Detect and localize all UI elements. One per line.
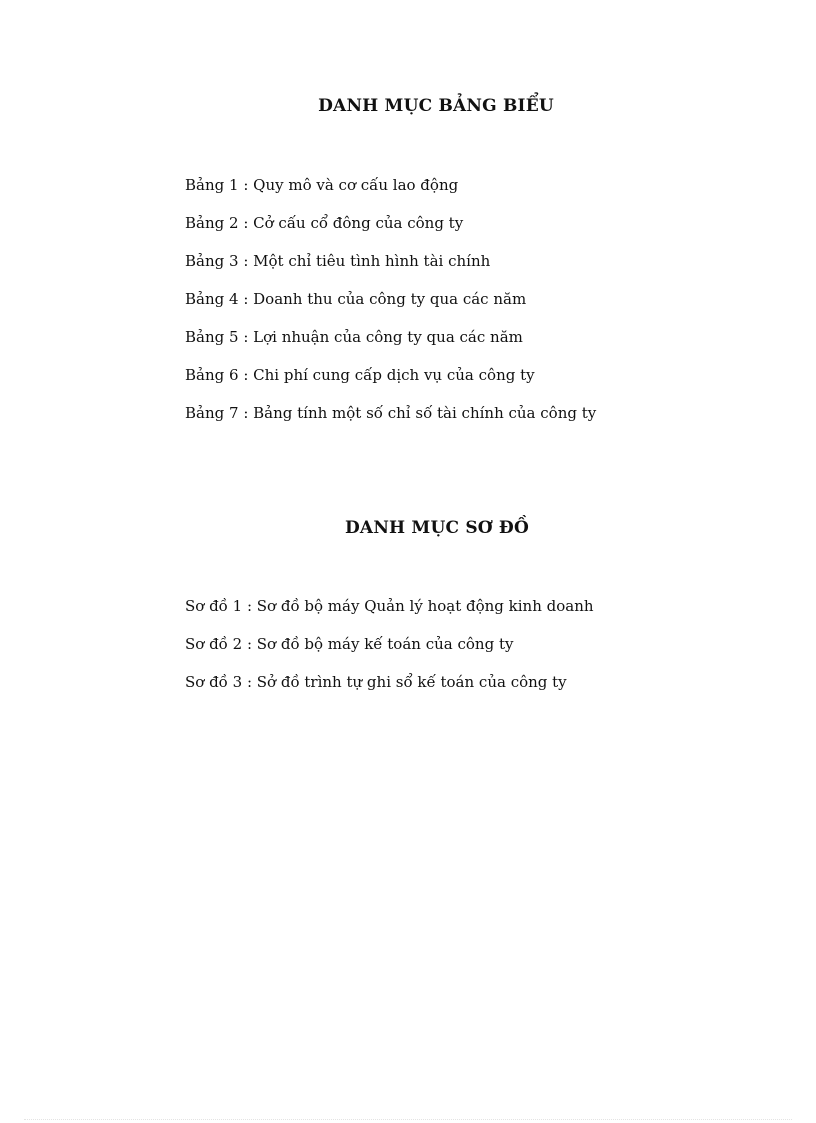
table-entry-label: Bảng 6 xyxy=(185,366,239,384)
table-entry-title: Chi phí cung cấp dịch vụ của công ty xyxy=(253,366,535,384)
table-entry: Bảng 6 : Chi phí cung cấp dịch vụ của công ty xyxy=(185,366,535,384)
table-entry-title: Lợi nhuận của công ty qua các năm xyxy=(253,328,523,346)
table-entry: Bảng 4 : Doanh thu của công ty qua các năm xyxy=(185,290,527,308)
tables-list-heading: DANH MỤC BẢNG BIỂU xyxy=(318,96,554,116)
table-entry: Bảng 7 : Bảng tính một số chỉ số tài chính của công ty xyxy=(185,404,597,422)
tables-list xyxy=(185,175,596,441)
table-entry-label: Bảng 4 xyxy=(185,290,239,308)
page-bottom-divider xyxy=(24,1119,792,1120)
diagram-entry-label: Sơ đồ 2 xyxy=(185,635,243,653)
diagram-entry-title: Sơ đồ bộ máy kế toán của công ty xyxy=(256,635,514,653)
table-entry-label: Bảng 3 xyxy=(185,252,239,270)
table-entry-title: Bảng tính một số chỉ số tài chính của công ty xyxy=(253,404,597,422)
table-entry-title: Quy mô và cơ cấu lao động xyxy=(253,176,459,194)
table-entry-label: Bảng 1 xyxy=(185,176,239,194)
table-entry-title: Cở cấu cổ đông của công ty xyxy=(253,214,464,232)
diagram-entry-title: Sơ đồ bộ máy Quản lý hoạt động kinh doanh xyxy=(256,597,594,615)
diagram-entry: Sơ đồ 1 : Sơ đồ bộ máy Quản lý hoạt động kinh doanh xyxy=(185,597,594,615)
diagram-entry: Sơ đồ 3 : Sở đồ trình tự ghi sổ kế toán của công ty xyxy=(185,673,567,691)
diagram-entry-label: Sơ đồ 1 xyxy=(185,597,243,615)
table-entry: Bảng 2 : Cở cấu cổ đông của công ty xyxy=(185,214,464,232)
diagram-entry-label: Sơ đồ 3 xyxy=(185,673,243,691)
table-entry: Bảng 1 : Quy mô và cơ cấu lao động xyxy=(185,176,459,194)
table-entry-label: Bảng 5 xyxy=(185,328,239,346)
table-entry-label: Bảng 7 xyxy=(185,404,239,422)
table-entry: Bảng 3 : Một chỉ tiêu tình hình tài chính xyxy=(185,252,491,270)
diagram-entry: Sơ đồ 2 : Sơ đồ bộ máy kế toán của công ty xyxy=(185,635,514,653)
diagrams-list-heading: DANH MỤC SƠ ĐỒ xyxy=(344,518,529,538)
table-entry-title: Một chỉ tiêu tình hình tài chính xyxy=(253,252,491,270)
table-entry: Bảng 5 : Lợi nhuận của công ty qua các năm xyxy=(185,328,523,346)
table-entry-label: Bảng 2 xyxy=(185,214,239,232)
diagram-entry-title: Sở đồ trình tự ghi sổ kế toán của công ty xyxy=(256,673,567,691)
table-entry-title: Doanh thu của công ty qua các năm xyxy=(253,290,527,308)
diagrams-list xyxy=(185,596,594,710)
